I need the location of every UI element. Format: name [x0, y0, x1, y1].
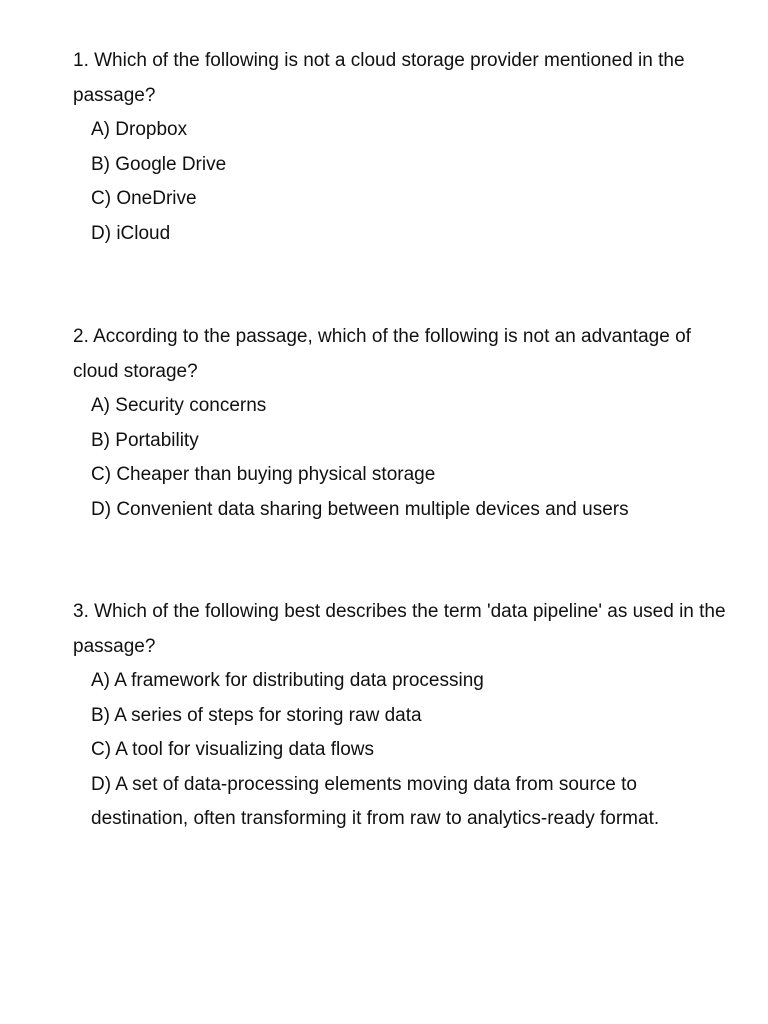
question-2: [73, 320, 733, 527]
question-3: [73, 595, 733, 837]
question-1-stem: 1. Which of the following is not a cloud storage provider mentioned in the passage?: [73, 50, 685, 106]
question-2-option-d: D) Convenient data sharing between multiple devices and users: [91, 498, 629, 520]
question-3-options: [73, 664, 733, 837]
question-2-stem: 2. According to the passage, which of the following is not an advantage of cloud storage?: [73, 326, 691, 382]
question-1-option-b: B) Google Drive: [91, 153, 227, 175]
question-1-option-d: D) iCloud: [91, 222, 171, 244]
question-1-option-c: C) OneDrive: [91, 188, 197, 209]
question-3-option-c: C) A tool for visualizing data flows: [91, 739, 375, 760]
question-3-option-d: D) A set of data-processing elements moving data from source to destination, often transforming it from raw to analytics-ready format.: [91, 773, 660, 829]
question-1: [73, 44, 733, 251]
question-2-options: [73, 389, 733, 527]
question-3-option-a: A) A framework for distributing data processing: [91, 670, 484, 691]
question-3-option-b: B) A series of steps for storing raw data: [91, 704, 422, 726]
question-2-option-a: A) Security concerns: [91, 395, 267, 416]
question-2-option-b: B) Portability: [91, 429, 199, 451]
question-2-option-c: C) Cheaper than buying physical storage: [91, 464, 436, 485]
question-1-options: [73, 113, 733, 251]
question-1-option-a: A) Dropbox: [91, 119, 188, 140]
question-3-stem: 3. Which of the following best describes the term 'data pipeline' as used in the passage?: [73, 601, 726, 657]
